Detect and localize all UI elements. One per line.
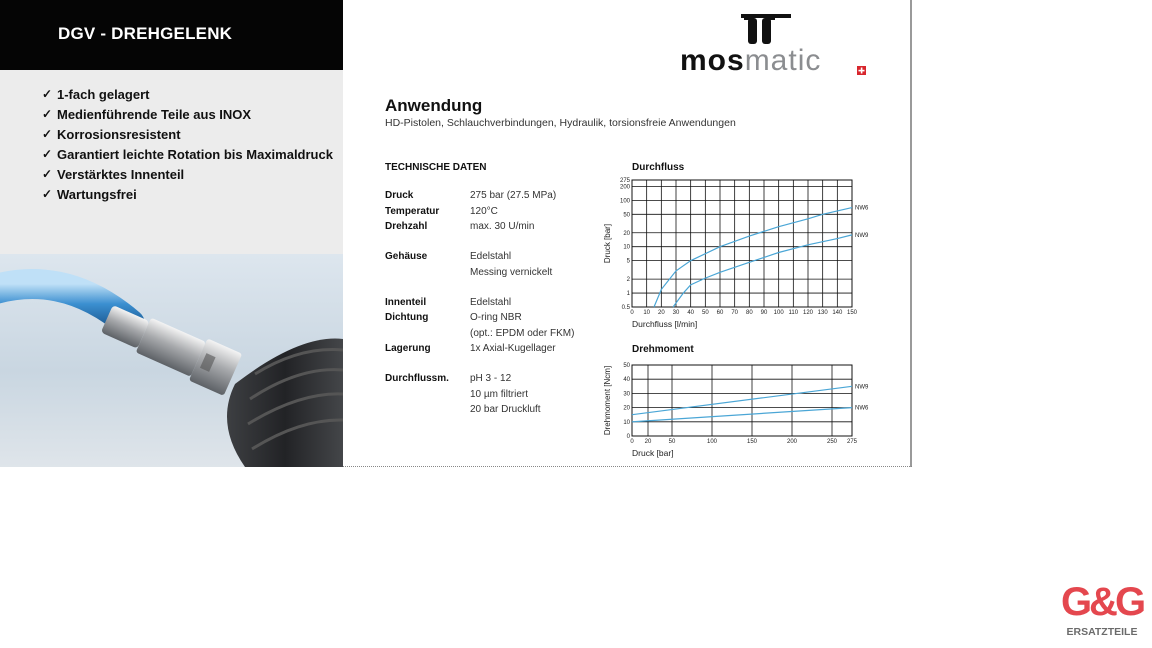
- x-tick-label: 30: [672, 310, 680, 316]
- spec-value: 10 µm filtriert: [470, 388, 528, 400]
- y-tick-label: 40: [623, 377, 630, 384]
- y-tick-label: 275: [619, 178, 630, 184]
- feature-text: Verstärktes Innenteil: [57, 166, 185, 182]
- spec-label: Dichtung: [385, 312, 429, 323]
- x-tick-label: 0: [630, 439, 634, 445]
- page-title: DGV - DREHGELENK: [58, 24, 233, 43]
- spec-label: Durchflussm.: [385, 373, 449, 384]
- y-tick-label: 200: [619, 184, 630, 191]
- x-tick-label: 20: [657, 310, 665, 316]
- x-tick-label: 0: [630, 310, 634, 316]
- left-panel: [0, 0, 343, 467]
- gg-mark: G&G: [1060, 580, 1144, 624]
- title-bar: [0, 0, 343, 70]
- y-tick-label: 2: [626, 277, 630, 284]
- svg-text:mosmatic: [680, 44, 821, 77]
- series-label: NW9: [855, 384, 869, 391]
- swivel-product-photo: [0, 254, 343, 467]
- feature-text: 1-fach gelagert: [57, 86, 150, 102]
- torque-chart-xlabel: Druck [bar]: [632, 448, 674, 458]
- x-tick-label: 120: [802, 310, 814, 316]
- gg-ersatzteile-logo: [1058, 570, 1146, 640]
- x-tick-label: 50: [668, 439, 676, 445]
- x-tick-label: 250: [826, 439, 838, 445]
- torque-chart: [600, 356, 880, 456]
- spec-value: O-ring NBR: [470, 312, 522, 323]
- x-tick-label: 150: [746, 439, 758, 445]
- x-tick-label: 150: [846, 310, 858, 316]
- x-tick-label: 200: [786, 439, 798, 445]
- y-tick-label: 50: [623, 212, 630, 219]
- brand-mos: mos: [680, 44, 745, 77]
- spec-label: Drehzahl: [385, 221, 428, 232]
- spec-value: (opt.: EPDM oder FKM): [470, 327, 575, 339]
- series-label: NW6: [855, 205, 869, 212]
- mosmatic-logo: [678, 12, 868, 78]
- spec-value: 120°C: [470, 206, 498, 217]
- x-tick-label: 100: [773, 310, 784, 316]
- spec-label: Lagerung: [385, 343, 431, 354]
- page-edge: [910, 0, 912, 467]
- feature-item: [42, 124, 333, 144]
- x-tick-label: 130: [817, 310, 828, 316]
- gg-label: ERSATZTEILE: [1066, 626, 1138, 638]
- feature-item: [42, 144, 333, 164]
- x-tick-label: 50: [701, 310, 709, 316]
- x-tick-label: 275: [846, 439, 858, 445]
- feature-item: [42, 84, 333, 104]
- feature-item: [42, 104, 333, 124]
- x-tick-label: 60: [716, 310, 724, 316]
- feature-text: Garantiert leichte Rotation bis Maximaldruck: [57, 146, 333, 162]
- y-axis-title: Druck [bar]: [603, 223, 612, 264]
- y-tick-label: 30: [623, 391, 630, 398]
- x-tick-label: 100: [706, 439, 718, 445]
- spec-label: Gehäuse: [385, 251, 428, 262]
- x-tick-label: 90: [760, 310, 768, 316]
- spec-value: 275 bar (27.5 MPa): [470, 190, 557, 201]
- y-tick-label: 0: [626, 434, 630, 440]
- x-tick-label: 40: [687, 310, 695, 316]
- flow-chart-xlabel: Durchfluss [l/min]: [632, 319, 698, 329]
- flow-chart: [600, 174, 880, 334]
- x-tick-label: 110: [788, 310, 799, 316]
- series-label: NW6: [855, 405, 869, 412]
- y-tick-label: 10: [623, 244, 630, 251]
- y-tick-label: 10: [623, 419, 630, 426]
- y-tick-label: 1: [626, 291, 630, 298]
- feature-item: [42, 184, 333, 204]
- application-title: Anwendung: [385, 96, 483, 115]
- x-tick-label: 70: [731, 310, 739, 316]
- flow-chart-title: Durchfluss: [632, 162, 685, 173]
- x-tick-label: 10: [643, 310, 651, 316]
- x-tick-label: 140: [832, 310, 843, 316]
- feature-item: [42, 164, 333, 184]
- y-tick-label: 20: [623, 405, 630, 412]
- y-tick-label: 20: [623, 230, 630, 237]
- y-tick-label: 0.5: [621, 305, 630, 311]
- check-icon: ✓: [42, 147, 53, 161]
- brand-matic: matic: [744, 44, 822, 77]
- check-icon: ✓: [42, 167, 53, 181]
- plot-area: [632, 180, 852, 307]
- y-tick-label: 100: [619, 198, 630, 205]
- torque-chart-title: Drehmoment: [632, 344, 694, 355]
- feature-text: Medienführende Teile aus INOX: [57, 106, 252, 122]
- spec-value: Edelstahl: [470, 297, 512, 308]
- x-tick-label: 80: [745, 310, 753, 316]
- y-tick-label: 5: [626, 258, 630, 265]
- spec-value: 20 bar Druckluft: [470, 404, 541, 415]
- spec-label: Innenteil: [385, 297, 427, 308]
- x-tick-label: 20: [644, 439, 652, 445]
- spec-value: 1x Axial-Kugellager: [470, 343, 556, 354]
- tech-data-title: TECHNISCHE DATEN: [385, 162, 487, 173]
- check-icon: ✓: [42, 127, 53, 141]
- spec-value: pH 3 - 12: [470, 373, 512, 384]
- y-tick-label: 50: [623, 363, 630, 369]
- spec-value: Edelstahl: [470, 251, 512, 262]
- application-text: HD-Pistolen, Schlauchverbindungen, Hydraulik, torsionsfreie Anwendungen: [385, 117, 736, 129]
- check-icon: ✓: [42, 107, 53, 121]
- spec-label: Druck: [385, 190, 414, 201]
- page-bottom-edge: [343, 466, 912, 467]
- feature-list: [42, 84, 333, 204]
- spec-value: Messing vernickelt: [470, 266, 553, 278]
- spec-label: Temperatur: [385, 206, 440, 217]
- check-icon: ✓: [42, 87, 53, 101]
- feature-text: Wartungsfrei: [57, 186, 137, 202]
- feature-text: Korrosionsresistent: [57, 126, 181, 142]
- check-icon: ✓: [42, 187, 53, 201]
- spec-value: max. 30 U/min: [470, 221, 535, 232]
- y-axis-title: Drehmoment [Ncm]: [603, 365, 612, 436]
- series-label: NW9: [855, 232, 869, 239]
